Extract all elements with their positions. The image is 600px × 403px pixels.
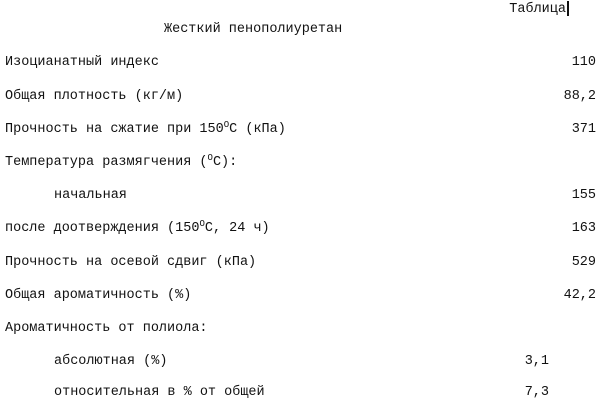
row-value: 155 [571,188,596,203]
table-row-post-cure [0,221,600,239]
degree-mark: O [223,120,230,130]
row-label: начальная [54,188,127,203]
table-row-shear-strength [0,255,600,273]
table-row-compressive-strength [0,122,600,140]
row-label-unit: C, 24 ч) [204,221,270,236]
row-value: 110 [571,55,596,70]
row-label [5,221,270,236]
row-label [5,155,237,170]
table-row-absolute [0,354,600,372]
row-label-text: Прочность на сжатие при 150 [5,122,224,137]
row-value: 7,3 [524,385,549,400]
row-value: 88,2 [563,89,596,104]
row-label-text: Температура размягчения ( [5,155,208,170]
degree-mark: O [207,153,213,163]
table-row-polyol-aromaticity [0,321,600,339]
row-label: Общая ароматичность (%) [5,288,192,303]
row-label: Изоцианатный индекс [5,55,159,70]
row-label: Общая плотность (кг/м) [5,89,184,104]
document-title: Жесткий пенополиуретан [164,22,343,37]
table-row-initial [0,188,600,206]
row-label: абсолютная (%) [54,354,168,369]
row-value: 163 [571,221,596,236]
row-label-unit: C): [212,155,238,170]
row-value: 371 [571,122,596,137]
table-row-relative [0,385,600,403]
table-row-softening-temperature [0,155,600,173]
row-value: 42,2 [563,288,596,303]
table-row-isocyanate-index [0,55,600,73]
table-row-total-aromaticity [0,288,600,306]
row-label-unit: C (кПа) [229,122,286,137]
row-label [5,122,286,137]
degree-mark: O [199,219,205,229]
table-caption-bar [567,1,569,16]
table-caption: Таблица [509,2,566,17]
row-label: Прочность на осевой сдвиг (кПа) [5,255,257,270]
row-label-text: после доотверждения (150 [5,221,200,236]
row-value: 529 [571,255,596,270]
row-value: 3,1 [524,354,549,369]
row-label: Ароматичность от полиола: [5,321,208,336]
row-label: относительная в % от общей [54,385,265,400]
table-row-density [0,89,600,107]
